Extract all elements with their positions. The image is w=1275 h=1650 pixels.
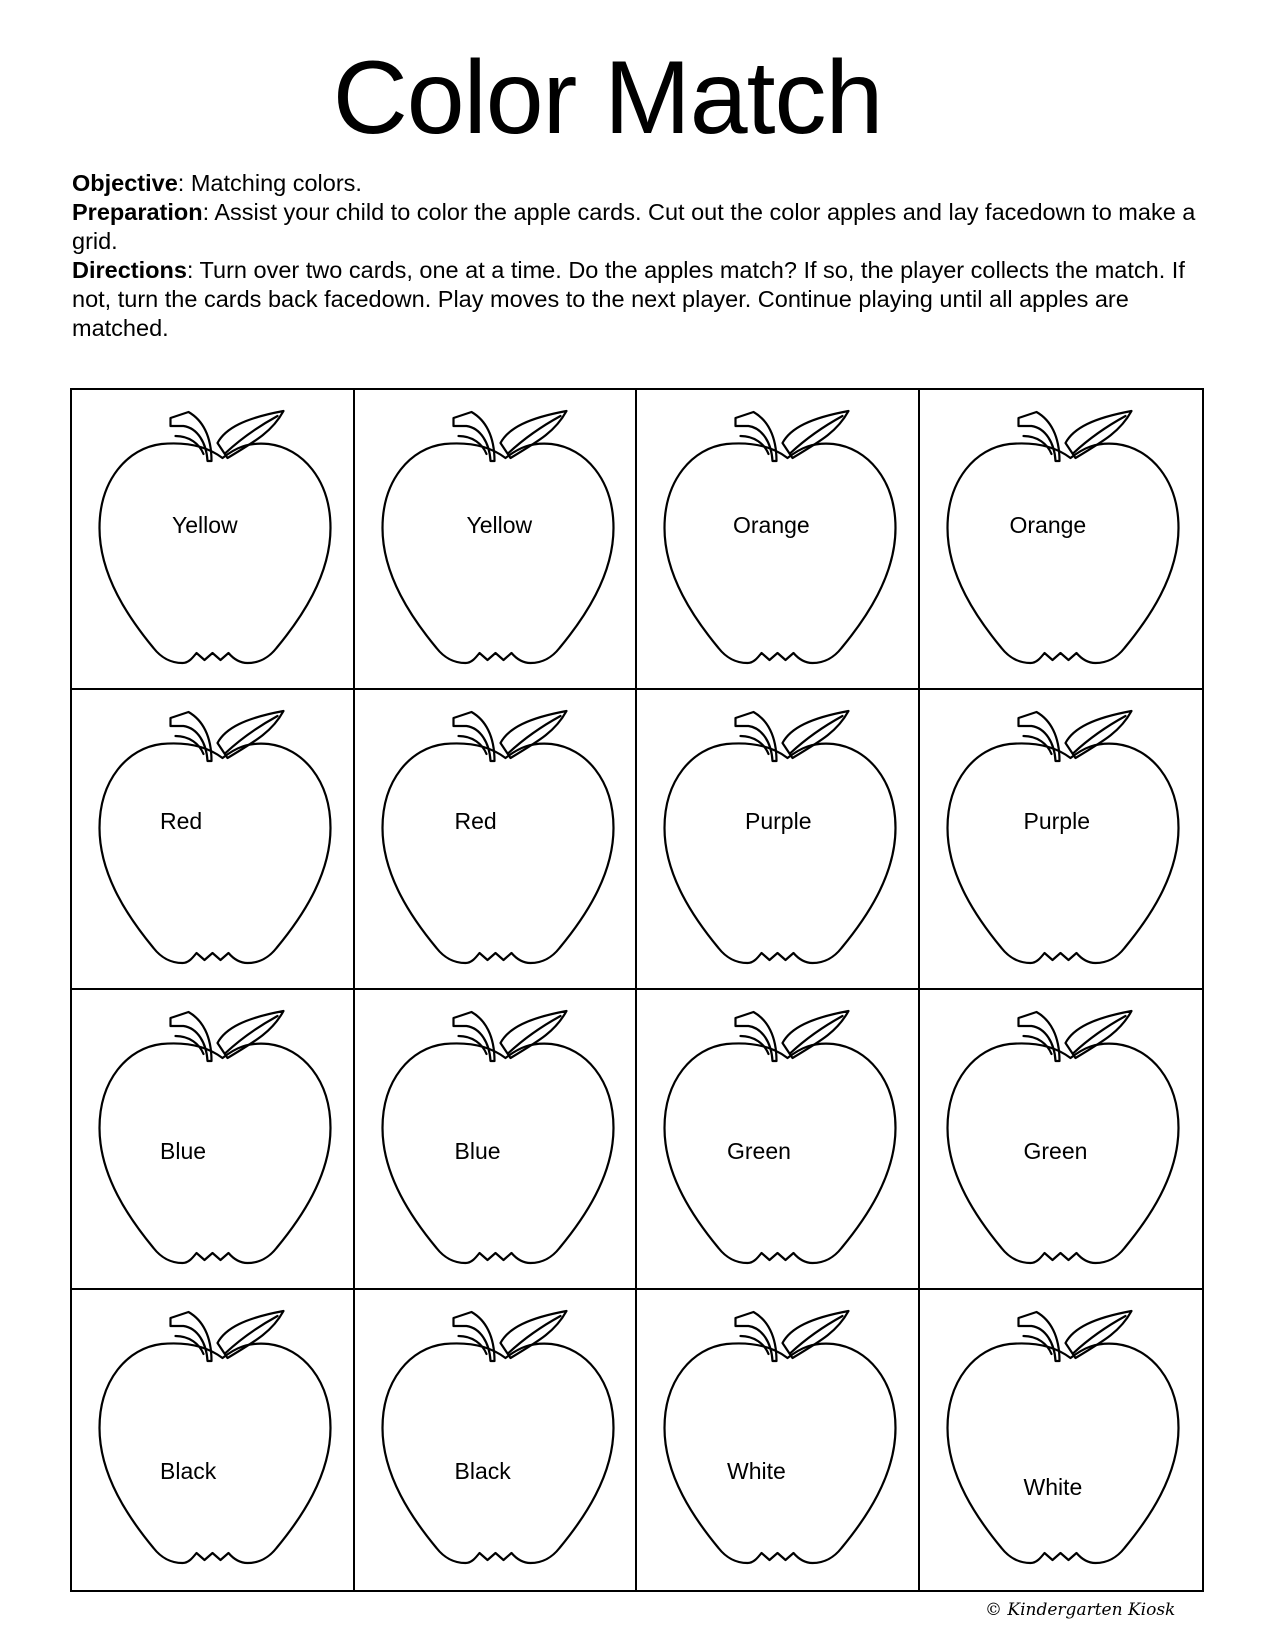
card-color-label: Red — [160, 808, 203, 834]
card-color-label: Black — [454, 1458, 511, 1484]
apple-outline-icon — [928, 998, 1198, 1274]
card-color-label: Blue — [160, 1138, 207, 1164]
apple-outline-icon — [80, 698, 350, 974]
copyright-notice: © Kindergarten Kiosk — [985, 1600, 1176, 1620]
card-color-label: Green — [1023, 1138, 1088, 1164]
card-color-label: Orange — [733, 512, 810, 538]
apple-card — [637, 1290, 920, 1590]
apple-body — [665, 743, 896, 963]
apple-card — [355, 990, 638, 1290]
apple-outline-icon — [928, 698, 1198, 974]
apple-card — [355, 690, 638, 990]
apple-body — [382, 443, 613, 663]
card-color-label: Purple — [1023, 808, 1090, 834]
apple-body — [665, 1343, 896, 1563]
objective-text: : Matching colors. — [177, 170, 362, 196]
card-color-label: White — [1023, 1474, 1083, 1500]
apple-body — [947, 1343, 1178, 1563]
card-color-label: Black — [160, 1458, 217, 1484]
apple-card — [72, 1290, 355, 1590]
apple-outline-icon — [645, 1298, 915, 1574]
directions-label: Directions — [72, 257, 187, 283]
card-grid — [70, 388, 1204, 1592]
preparation-line — [72, 198, 1202, 256]
apple-body — [947, 443, 1178, 663]
apple-outline-icon — [363, 698, 633, 974]
apple-outline-icon — [645, 698, 915, 974]
apple-card — [637, 390, 920, 690]
apple-body — [100, 443, 331, 663]
objective-label: Objective — [72, 170, 178, 196]
apple-card — [637, 690, 920, 990]
apple-card — [920, 1290, 1203, 1590]
apple-outline-icon — [363, 998, 633, 1274]
apple-outline-icon — [928, 1298, 1198, 1574]
directions-text: : Turn over two cards, one at a time. Do the apples match? If so, the player collects the match. If not, turn the cards back facedown. Play moves to the next player. Continue playing until all apples are matched. — [72, 257, 1185, 341]
directions-line — [72, 256, 1202, 343]
card-color-label: White — [727, 1458, 786, 1484]
apple-card — [72, 390, 355, 690]
apple-body — [100, 1043, 331, 1263]
card-color-label: Purple — [745, 808, 812, 834]
apple-card — [920, 990, 1203, 1290]
apple-card — [920, 390, 1203, 690]
card-color-label: Orange — [1009, 512, 1087, 538]
apple-card — [355, 390, 638, 690]
apple-outline-icon — [363, 1298, 633, 1574]
card-color-label: Yellow — [172, 512, 238, 538]
apple-card — [637, 990, 920, 1290]
apple-outline-icon — [80, 1298, 350, 1574]
card-color-label: Red — [454, 808, 497, 834]
card-color-label: Green — [727, 1138, 791, 1164]
apple-body — [382, 743, 613, 963]
apple-body — [665, 443, 896, 663]
apple-body — [947, 743, 1178, 963]
apple-card — [72, 990, 355, 1290]
apple-card — [920, 690, 1203, 990]
instructions — [72, 169, 1202, 343]
apple-body — [100, 1343, 331, 1563]
apple-outline-icon — [80, 998, 350, 1274]
apple-outline-icon — [645, 998, 915, 1274]
apple-card — [355, 1290, 638, 1590]
preparation-text: : Assist your child to color the apple cards. Cut out the color apples and lay facedown to make a grid. — [72, 199, 1196, 254]
page-title: Color Match — [332, 40, 883, 156]
apple-card — [72, 690, 355, 990]
preparation-label: Preparation — [72, 199, 203, 225]
objective-line — [72, 169, 1202, 198]
apple-body — [100, 743, 331, 963]
card-color-label: Yellow — [466, 512, 533, 538]
card-color-label: Blue — [454, 1138, 501, 1164]
apple-body — [382, 1343, 613, 1563]
